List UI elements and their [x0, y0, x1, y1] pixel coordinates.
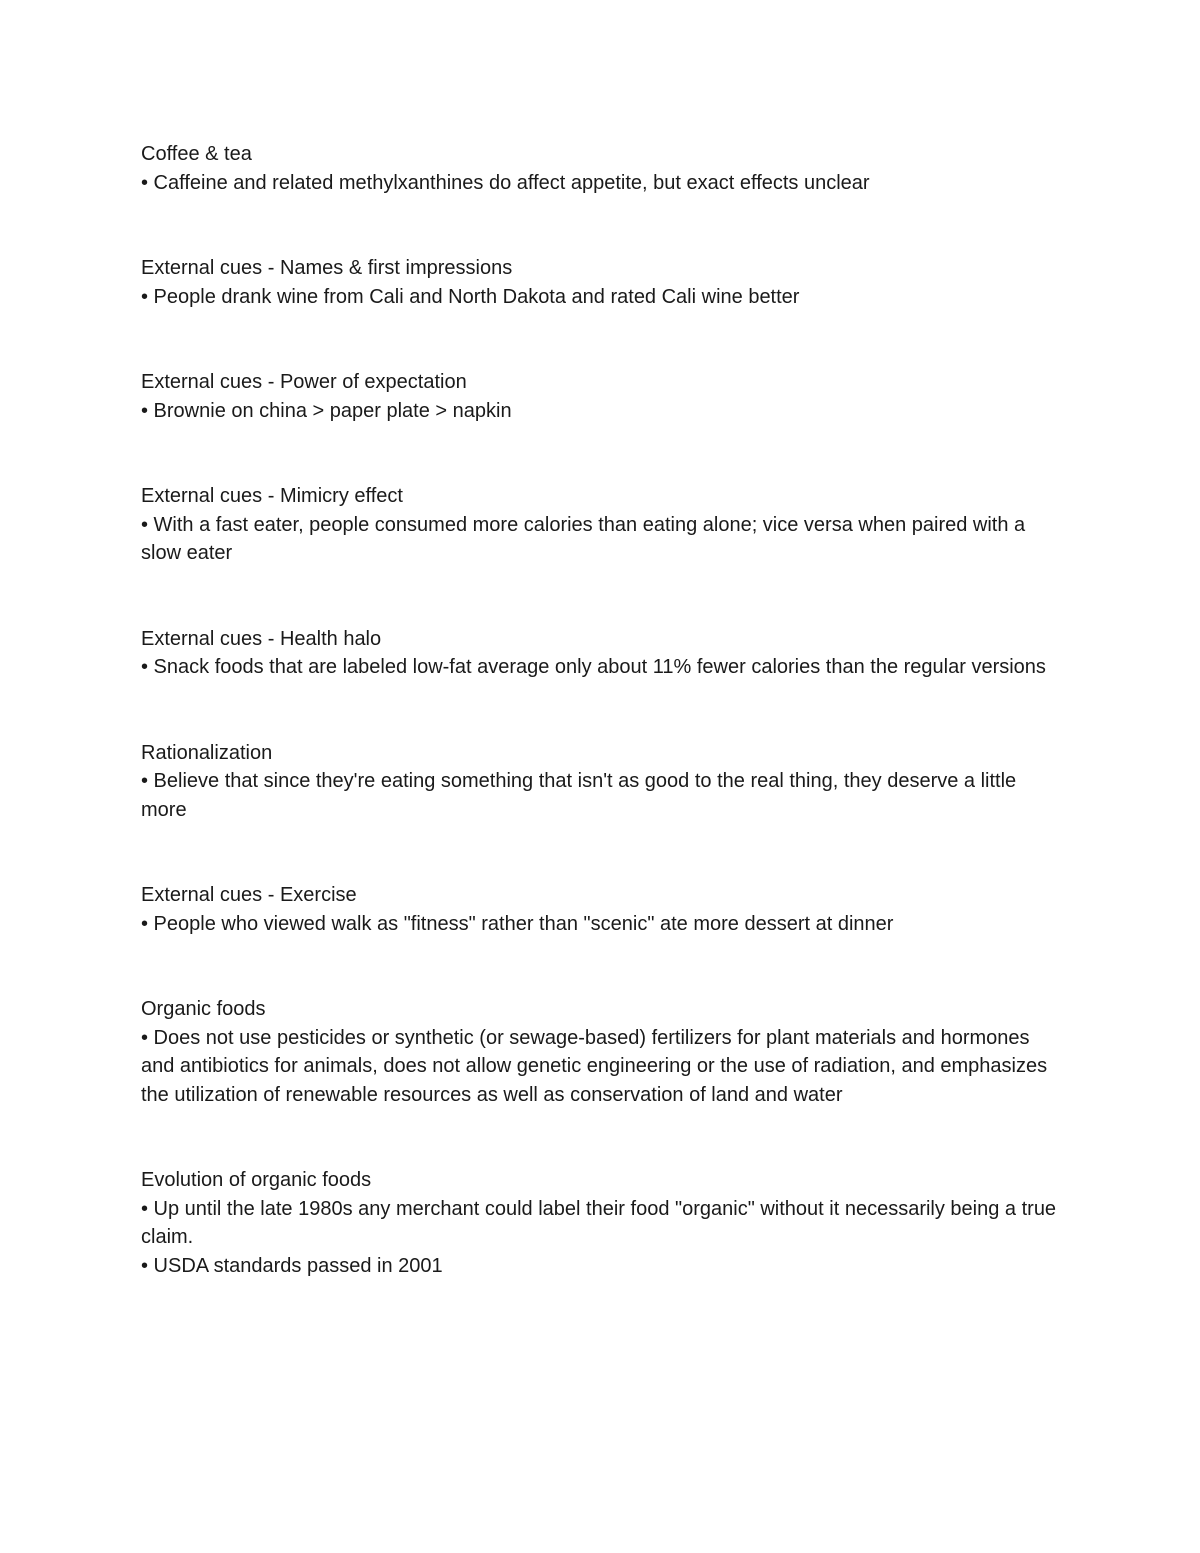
section-heading: External cues - Power of expectation — [141, 371, 467, 393]
note-section-health-halo — [141, 625, 1066, 682]
bullet-item: • USDA standards passed in 2001 — [141, 1254, 443, 1277]
bullet-item: • Believe that since they're eating something that isn't as good to the real thing, they deserve a little more — [141, 770, 1017, 821]
bullet-item: • Caffeine and related methylxanthines do affect appetite, but exact effects unclear — [141, 171, 870, 194]
section-heading: External cues - Health halo — [141, 627, 382, 650]
note-section-names-first-impressions — [141, 254, 1066, 311]
section-heading: Coffee & tea — [141, 143, 252, 165]
note-section-coffee-tea — [141, 140, 1066, 197]
note-section-evolution-of-organic-foods — [141, 1166, 1066, 1280]
note-section-exercise — [141, 881, 1066, 938]
section-heading: External cues - Mimicry effect — [141, 485, 403, 507]
section-heading: External cues - Exercise — [141, 884, 357, 906]
bullet-item: • Brownie on china > paper plate > napkin — [141, 399, 512, 422]
section-heading: Evolution of organic foods — [141, 1169, 372, 1191]
bullet-item: • People drank wine from Cali and North Dakota and rated Cali wine better — [141, 285, 800, 308]
section-heading: Organic foods — [141, 998, 266, 1020]
note-section-organic-foods — [141, 995, 1066, 1109]
bullet-item: • People who viewed walk as "fitness" rather than "scenic" ate more dessert at dinner — [141, 912, 894, 935]
bullet-item: • Up until the late 1980s any merchant could label their food "organic" without it necessarily being a true claim. — [141, 1197, 1057, 1248]
note-section-power-of-expectation — [141, 368, 1066, 425]
bullet-item: • Does not use pesticides or synthetic (or sewage-based) fertilizers for plant materials and hormones and antibiotics for animals, does not allow genetic engineering or the use of radiation, and emphasizes the utilization of renewable resources as well as conservation of land and water — [141, 1026, 1048, 1106]
section-heading: Rationalization — [141, 741, 273, 764]
bullet-item: • Snack foods that are labeled low-fat average only about 11% fewer calories than the regular versions — [141, 656, 1046, 678]
section-heading: External cues - Names & first impressions — [141, 257, 513, 279]
document-page — [141, 140, 1066, 1337]
note-section-rationalization — [141, 739, 1066, 825]
bullet-item: • With a fast eater, people consumed more calories than eating alone; vice versa when paired with a slow eater — [141, 513, 1026, 564]
note-section-mimicry-effect — [141, 482, 1066, 568]
